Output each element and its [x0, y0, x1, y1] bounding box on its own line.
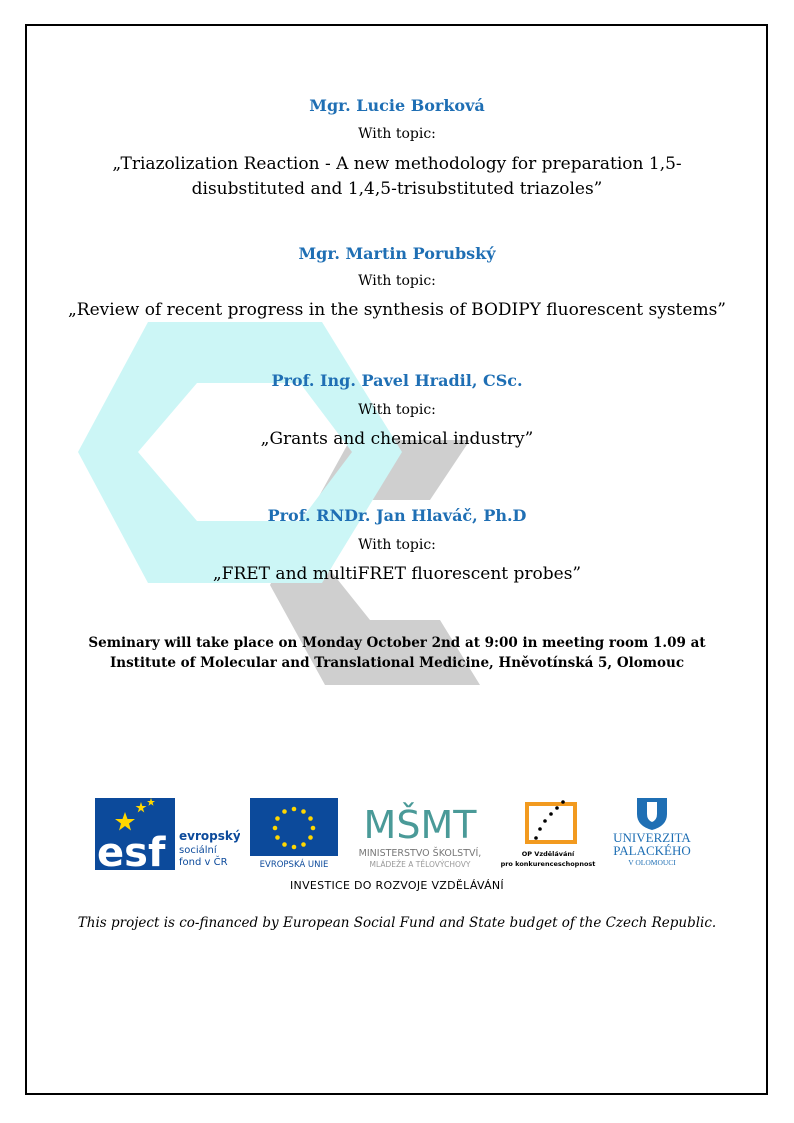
op-vk-logo: [500, 796, 596, 870]
speaker-name: Mgr. Lucie Borková: [309, 96, 485, 115]
op-text: pro konkurenceschopnost: [500, 860, 596, 868]
upol-logo: [600, 796, 704, 870]
esf-text: evropský: [179, 829, 240, 843]
esf-text: fond v ČR: [179, 857, 228, 868]
esf-wordmark: esf: [97, 830, 166, 870]
topic-line: „Triazolization Reaction - A new methodology for preparation 1,5-: [112, 154, 682, 174]
esf-text: sociální: [179, 845, 217, 856]
funding-footnote: This project is co-financed by European Social Fund and State budget of the Czech Republic.: [77, 915, 717, 931]
msmt-text: MLÁDEŽE A TĚLOVÝCHOVY: [369, 860, 471, 869]
msmt-mark: MŠMT: [363, 803, 477, 847]
speaker-name: Prof. Ing. Pavel Hradil, CSc.: [271, 371, 523, 390]
with-topic-label: With topic:: [358, 537, 436, 553]
msmt-logo: [345, 796, 495, 870]
topic-line: „Review of recent progress in the synthesis of BODIPY fluorescent systems”: [68, 300, 726, 320]
op-text: OP Vzdělávání: [521, 850, 575, 858]
with-topic-label: With topic:: [358, 126, 436, 142]
seminar-info-line: Seminary will take place on Monday October 2nd at 9:00 in meeting room 1.09 at: [88, 635, 706, 651]
eu-flag-logo: [250, 798, 338, 870]
msmt-text: MINISTERSTVO ŠKOLSTVÍ,: [358, 848, 482, 859]
eu-label: EVROPSKÁ UNIE: [259, 860, 329, 870]
speaker-name: Mgr. Martin Porubský: [298, 244, 496, 263]
topic-line: „FRET and multiFRET fluorescent probes”: [212, 564, 582, 584]
with-topic-label: With topic:: [358, 273, 436, 289]
topic-line: disubstituted and 1,4,5-trisubstituted triazoles”: [191, 179, 603, 199]
investice-label: INVESTICE DO ROZVOJE VZDĚLÁVÁNÍ: [290, 879, 504, 892]
upol-text: UNIVERZITA: [613, 830, 691, 845]
upol-text: V OLOMOUCI: [628, 858, 676, 867]
topic-line: „Grants and chemical industry”: [260, 429, 534, 449]
seminar-info-line: Institute of Molecular and Translational Medicine, Hněvotínská 5, Olomouc: [109, 655, 685, 671]
esf-logo: [95, 798, 240, 870]
upol-text: PALACKÉHO: [613, 843, 691, 858]
with-topic-label: With topic:: [358, 402, 436, 418]
speaker-name: Prof. RNDr. Jan Hlaváč, Ph.D: [267, 506, 527, 525]
